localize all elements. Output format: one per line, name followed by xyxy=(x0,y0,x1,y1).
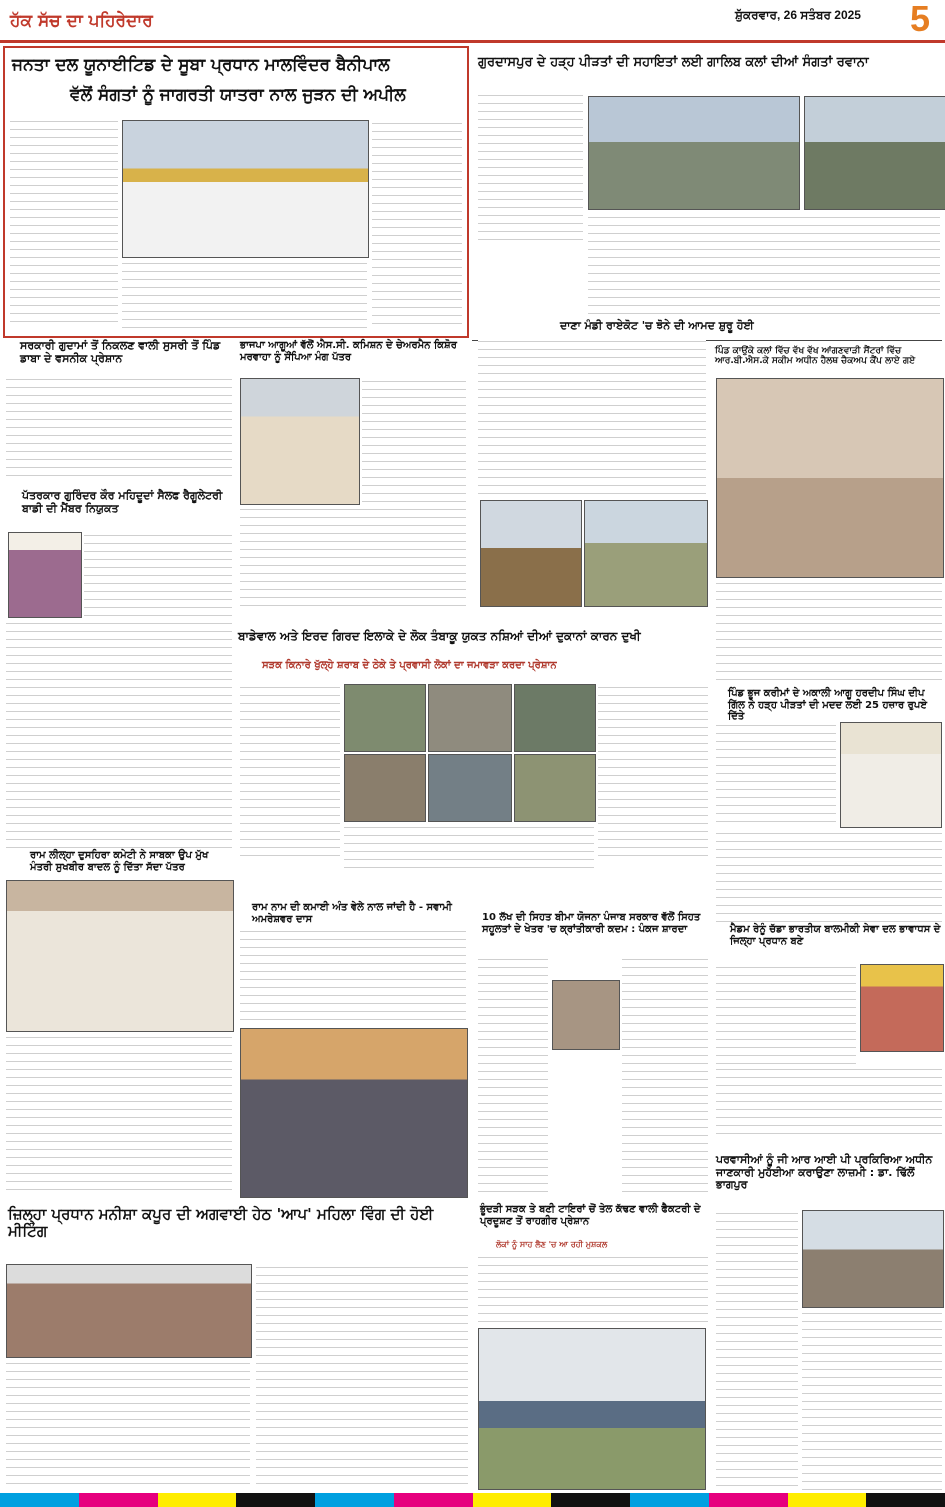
bhundewal-headline: ਭੂੰਦੜੀ ਸੜਕ ਤੇ ਬਣੀ ਟਾਇਰਾਂ ਚੋਂ ਤੇਲ ਕੱਢਣ ਵਾਲੀ ਫੈਕਟਰੀ ਦੇ ਪ੍ਰਦੂਸ਼ਣ ਤੋਂ ਰਾਹਗੀਰ ਪ੍ਰੇਸ਼ਾਨ xyxy=(480,1204,701,1227)
mandi-photo-1 xyxy=(480,500,582,607)
bajhewal-body xyxy=(240,684,340,860)
ramnaam-headline: ਰਾਮ ਨਾਮ ਦੀ ਕਮਾਈ ਅੰਤ ਵੇਲੇ ਨਾਲ ਜਾਂਦੀ ਹੈ - ਸਵਾਮੀ ਅਮਰੇਸ਼ਵਰ ਦਾਸ xyxy=(252,902,452,925)
newspaper-logo xyxy=(8,2,208,36)
dabba-headline: ਸਰਕਾਰੀ ਗੁਦਾਮਾਂ ਤੋਂ ਨਿਕਲਣ ਵਾਲੀ ਸੁਸਰੀ ਤੋਂ ਪਿੰਡ ਡਾਬਾ ਦੇ ਵਸਨੀਕ ਪ੍ਰੇਸ਼ਾਨ xyxy=(20,339,221,365)
sehat-photo xyxy=(552,980,620,1050)
valmiki-photo xyxy=(860,964,944,1052)
bajhewal-photo-1 xyxy=(344,684,426,752)
mandi-photo-2 xyxy=(584,500,708,607)
kaunke-body xyxy=(716,580,942,680)
lead-caption xyxy=(122,260,367,328)
svg-text:ਹੱਕ ਸੱਚ ਦਾ ਪਹਿਰੇਦਾਰ: ਹੱਕ ਸੱਚ ਦਾ ਪਹਿਰੇਦਾਰ xyxy=(10,11,153,31)
mahila-headline: ਜ਼ਿਲ੍ਹਾ ਪ੍ਰਧਾਨ ਮਨੀਸ਼ਾ ਕਪੂਰ ਦੀ ਅਗਵਾਈ ਹੇਠ 'ਆਪ' ਮਹਿਲਾ ਵਿੰਗ ਦੀ ਹੋਈ ਮੀਟਿੰਗ xyxy=(8,1205,434,1241)
journalist-body xyxy=(84,532,232,632)
mandi-headline: ਦਾਣਾ ਮੰਡੀ ਰਾਏਕੋਟ 'ਚ ਝੋਨੇ ਦੀ ਆਮਦ ਸ਼ੁਰੂ ਹੋਈ xyxy=(560,319,754,332)
sehat-headline: 10 ਲੱਖ ਦੀ ਸਿਹਤ ਬੀਮਾ ਯੋਜਨਾ ਪੰਜਾਬ ਸਰਕਾਰ ਵੱਲੋਂ ਸਿਹਤ ਸਹੂਲਤਾਂ ਦੇ ਖੇਤਰ 'ਚ ਕ੍ਰਾਂਤੀਕਾਰੀ ਕਦਮ : ਪੰਕਜ ਸ਼ਾਰਦਾ xyxy=(482,912,701,935)
mahila-body xyxy=(6,1360,250,1490)
bhundewal-subhead: ਲੋਕਾਂ ਨੂੰ ਸਾਹ ਲੈਣ 'ਚ ਆ ਰਹੀ ਮੁਸ਼ਕਲ xyxy=(496,1240,608,1249)
mandi-body xyxy=(478,338,706,498)
bjp-photo xyxy=(240,378,360,505)
valmiki-body xyxy=(716,964,856,1064)
pravasi-photo xyxy=(802,1210,944,1308)
bhuj-photo xyxy=(840,722,942,828)
lead-headline-line1: ਜਨਤਾ ਦਲ ਯੂਨਾਈਟਿਡ ਦੇ ਸੂਬਾ ਪ੍ਰਧਾਨ ਮਾਲਵਿੰਦਰ ਬੈਨੀਪਾਲ xyxy=(12,55,390,75)
bhuj-headline: ਪਿੰਡ ਭੂਜ ਕਰੀਮਾਂ ਦੇ ਅਕਾਲੀ ਆਗੂ ਹਰਦੀਪ ਸਿੰਘ ਦੀਪ ਗਿੱਲ ਨੇ ਹੜ੍ਹ ਪੀੜਤਾਂ ਦੀ ਮਦਦ ਲਈ 25 ਹਜ਼ਾਰ ਰੁਪਏ ਦਿੱਤੇ xyxy=(728,688,927,722)
bajhewal-photo-3 xyxy=(514,684,596,752)
bajhewal-photo-2 xyxy=(428,684,512,752)
bjp-headline: ਭਾਜਪਾ ਆਗੂਆਂ ਵੱਲੋਂ ਐਸ.ਸੀ. ਕਮਿਸ਼ਨ ਦੇ ਚੇਅਰਮੈਨ ਕਿਸ਼ੋਰ ਮਰਵਾਹਾ ਨੂੰ ਸੌਂਪਿਆ ਮੰਗ ਪੱਤਰ xyxy=(240,340,457,363)
gurdaspur-headline: ਗੁਰਦਾਸਪੁਰ ਦੇ ਹੜ੍ਹ ਪੀੜਤਾਂ ਦੀ ਸਹਾਇਤਾਂ ਲਈ ਗਾਲਿਬ ਕਲਾਂ ਦੀਆਂ ਸੰਗਤਾਂ ਰਵਾਨਾ xyxy=(478,55,869,70)
gurdaspur-photo-2 xyxy=(804,96,945,210)
print-color-bars xyxy=(0,1493,945,1507)
bhundewal-photo xyxy=(478,1328,706,1490)
gurdaspur-body-2 xyxy=(588,214,940,314)
issue-date: ਸ਼ੁੱਕਰਵਾਰ, 26 ਸਤੰਬਰ 2025 xyxy=(735,8,861,22)
valmiki-body-2 xyxy=(716,1066,942,1136)
dabba-body xyxy=(6,376,232,476)
ramnaam-body xyxy=(240,928,466,1026)
journalist-photo xyxy=(8,532,82,618)
bajhewal-photo-4 xyxy=(344,754,426,822)
bajhewal-body-2 xyxy=(598,684,708,860)
bajhewal-headline: ਬਾਡੇਵਾਲ ਅਤੇ ਇਰਦ ਗਿਰਦ ਇਲਾਕੇ ਦੇ ਲੋਕ ਤੰਬਾਕੂ ਯੁਕਤ ਨਸ਼ਿਆਂ ਦੀਆਂ ਦੁਕਾਨਾਂ ਕਾਰਨ ਦੁਖੀ xyxy=(238,629,641,643)
lead-headline-line2: ਵੱਲੋਂ ਸੰਗਤਾਂ ਨੂੰ ਜਾਗਰਤੀ ਯਾਤਰਾ ਨਾਲ ਜੁੜਨ ਦੀ ਅਪੀਲ xyxy=(70,85,406,105)
journalist-body-2 xyxy=(6,620,232,852)
sehat-body-1 xyxy=(478,956,548,1196)
bjp-body-2 xyxy=(240,506,466,606)
journalist-headline: ਪੱਤਰਕਾਰ ਗੁਰਿੰਦਰ ਕੌਰ ਮਹਿਦੂਦਾਂ ਸੈਲਫ ਰੈਗੂਲੇਟਰੀ ਬਾਡੀ ਦੀ ਮੈਂਬਰ ਨਿਯੁਕਤ xyxy=(22,489,223,515)
bajhewal-photo-5 xyxy=(428,754,512,822)
ramnaam-photo xyxy=(240,1028,468,1198)
kaunke-photo xyxy=(716,378,944,578)
bjp-body-1 xyxy=(362,378,466,503)
bajhewal-subhead: ਸੜਕ ਕਿਨਾਰੇ ਖੁੱਲ੍ਹੇ ਸ਼ਰਾਬ ਦੇ ਠੇਕੇ ਤੇ ਪ੍ਰਵਾਸੀ ਲੋਕਾਂ ਦਾ ਜਮਾਵੜਾ ਕਰਦਾ ਪ੍ਰੇਸ਼ਾਨ xyxy=(262,660,557,671)
valmiki-headline: ਮੈਡਮ ਰੇਨੂੰ ਚੱਡਾ ਭਾਰਤੀਯ ਬਾਲਮੀਕੀ ਸੇਵਾ ਦਲ ਭਾਵਾਧਸ ਦੇ ਜਿਲ੍ਹਾ ਪ੍ਰਧਾਨ ਬਣੇ xyxy=(730,924,941,947)
pravasi-body-2 xyxy=(802,1310,942,1490)
bhuj-body-2 xyxy=(716,830,942,926)
lead-body-text xyxy=(10,118,118,328)
gurdaspur-body-1 xyxy=(478,92,583,240)
mahila-body-2 xyxy=(256,1264,468,1490)
ramleela-photo xyxy=(6,880,234,1032)
ramleela-headline: ਰਾਮ ਲੀਲ੍ਹਾ ਦੁਸਹਿਰਾ ਕਮੇਟੀ ਨੇ ਸਾਬਕਾ ਉਪ ਮੁੱਖ ਮੰਤਰੀ ਸੁਖਬੀਰ ਬਾਦਲ ਨੂੰ ਦਿੱਤਾ ਸੱਦਾ ਪੱਤਰ xyxy=(30,850,209,873)
ramleela-body xyxy=(6,1034,232,1194)
page-number: 5 xyxy=(900,0,940,38)
lead-body-text-2 xyxy=(372,120,462,328)
kaunke-headline: ਪਿੰਡ ਕਾਉਂਕੇ ਕਲਾਂ ਵਿੱਚ ਵੱਖ ਵੱਖ ਆਂਗਣਵਾੜੀ ਸੈਂਟਰਾਂ ਵਿੱਚ ਆਰ.ਬੀ.ਐਸ.ਕੇ ਸਕੀਮ ਅਧੀਨ ਹੈਲਥ ਚੈਕਅਪ ਕੈਂਪ ਲਾਏ ਗਏ xyxy=(715,346,916,367)
bajhewal-photo-6 xyxy=(514,754,596,822)
pravasi-headline: ਪਰਵਾਸੀਆਂ ਨੂੰ ਜੀ ਆਰ ਆਈ ਪੀ ਪ੍ਰਕਿਰਿਆ ਅਧੀਨ ਜਾਣਕਾਰੀ ਮੁਹੱਈਆ ਕਰਾਉਣਾ ਲਾਜ਼ਮੀ : ਡਾ. ਢਿੱਲੋਂ ਭਾਗਪੁਰ xyxy=(716,1153,933,1192)
pravasi-body-1 xyxy=(716,1210,798,1490)
lead-photo xyxy=(122,120,369,258)
bajhewal-caption xyxy=(344,824,594,868)
sehat-body-2 xyxy=(622,956,708,1196)
bhuj-body xyxy=(716,722,836,822)
mahila-photo xyxy=(6,1264,252,1358)
gurdaspur-photo-1 xyxy=(588,96,800,210)
bhundewal-body xyxy=(478,1254,708,1324)
